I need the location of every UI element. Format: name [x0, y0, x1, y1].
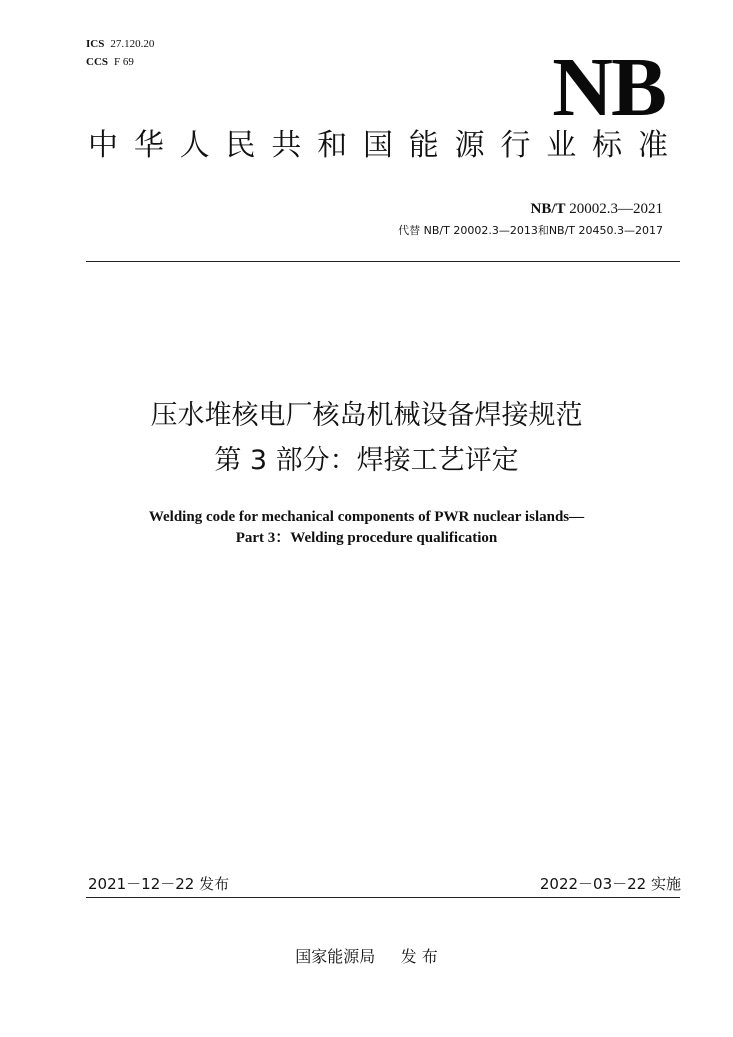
title-cn-line1: 压水堆核电厂核岛机械设备焊接规范: [150, 400, 583, 431]
effective-date: 2022－03－22 实施: [539, 875, 681, 893]
standard-title-char: 民: [225, 128, 256, 163]
standard-title-char: 标: [592, 128, 623, 163]
publisher: 国家能源局 发 布: [295, 947, 438, 966]
standard-title-char: 准: [637, 128, 668, 163]
standard-number: [530, 200, 663, 218]
ccs-label: CCS: [86, 56, 109, 68]
ccs-value: F 69: [114, 56, 134, 68]
nb-logo: NB: [552, 41, 665, 134]
title-en-line1: Welding code for mechanical components of PWR nuclear islands—: [148, 509, 585, 525]
ics-value: 27.120.20: [110, 38, 155, 50]
standard-code: 20002.3—2021: [569, 201, 663, 217]
standard-title-char: 源: [454, 128, 485, 163]
standard-prefix: NB/T: [530, 201, 566, 217]
standard-title-char: 国: [362, 128, 393, 163]
ics-label: ICS: [86, 38, 105, 50]
footer-divider: [86, 897, 680, 898]
standard-title: [88, 126, 668, 166]
standard-title-char: 行: [500, 128, 531, 163]
ics-code: [86, 38, 154, 51]
standard-title-char: 和: [317, 128, 348, 163]
standard-title-char: 人: [179, 128, 210, 163]
replaces-note: 代替 NB/T 20002.3—2013和NB/T 20450.3—2017: [398, 224, 663, 237]
header-divider: [86, 261, 680, 262]
title-en-line2: Part 3：Welding procedure qualification: [235, 530, 498, 546]
ccs-code: [86, 56, 134, 69]
standard-title-char: 能: [408, 128, 439, 163]
standard-title-char: 中: [88, 128, 118, 163]
title-cn-line2: 第 3 部分：焊接工艺评定: [214, 445, 519, 476]
standard-title-char: 共: [271, 128, 302, 163]
issue-date: 2021－12－22 发布: [88, 875, 230, 893]
standard-title-char: 华: [133, 128, 164, 163]
standard-title-char: 业: [546, 128, 577, 163]
